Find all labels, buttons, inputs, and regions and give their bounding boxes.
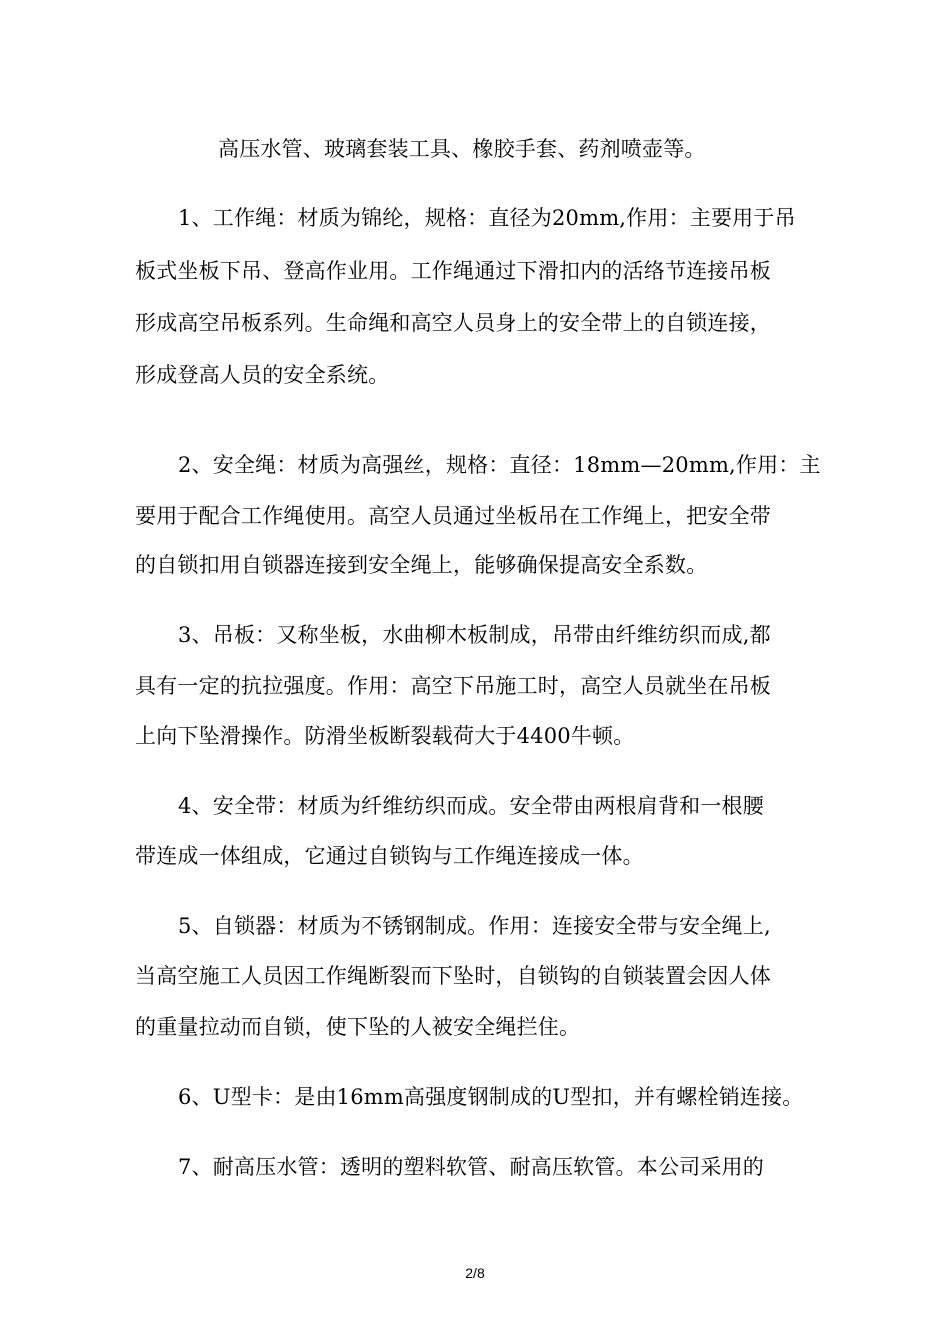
text-line: 当高空施工人员因工作绳断裂而下坠时，自锁钩的自锁装置会因人体	[135, 964, 771, 988]
text-line: 5、自锁器：材质为不锈钢制成。作用：连接安全带与安全绳上,	[178, 914, 771, 938]
text-line: 的重量拉动而自锁，使下坠的人被安全绳拦住。	[135, 1015, 581, 1039]
text-line: 1、工作绳：材质为锦纶，规格：直径为20mm,作用：主要用于吊	[178, 206, 796, 230]
text-line: 要用于配合工作绳使用。高空人员通过坐板吊在工作绳上，把安全带	[135, 504, 771, 528]
text-line: 3、吊板：又称坐板，水曲柳木板制成，吊带由纤维纺织而成,都	[178, 623, 771, 647]
text-line: 具有一定的抗拉强度。作用：高空下吊施工时，高空人员就坐在吊板	[135, 674, 771, 698]
text-line: 上向下坠滑操作。防滑坐板断裂载荷大于4400牛顿。	[135, 724, 635, 748]
text-line: 高压水管、玻璃套装工具、橡胶手套、药剂喷壶等。	[218, 137, 706, 161]
page-number: 2/8	[465, 1265, 485, 1281]
text-line: 带连成一体组成，它通过自锁钩与工作绳连接成一体。	[135, 844, 644, 868]
text-line: 板式坐板下吊、登高作业用。工作绳通过下滑扣内的活络节连接吊板	[135, 259, 771, 283]
text-line: 2、安全绳：材质为高强丝，规格：直径：18mm—20mm,作用：主	[178, 453, 821, 477]
text-line: 形成登高人员的安全系统。	[135, 363, 390, 387]
text-line: 7、耐高压水管：透明的塑料软管、耐高压软管。本公司采用的	[178, 1155, 764, 1179]
text-line: 的自锁扣用自锁器连接到安全绳上，能够确保提高安全系数。	[135, 553, 708, 577]
text-line: 4、安全带：材质为纤维纺织而成。安全带由两根肩背和一根腰	[178, 794, 764, 818]
text-line: 形成高空吊板系列。生命绳和高空人员身上的安全带上的自锁连接，	[135, 311, 771, 335]
text-line: 6、U型卡：是由16mm高强度钢制成的U型扣，并有螺栓销连接。	[178, 1085, 804, 1109]
